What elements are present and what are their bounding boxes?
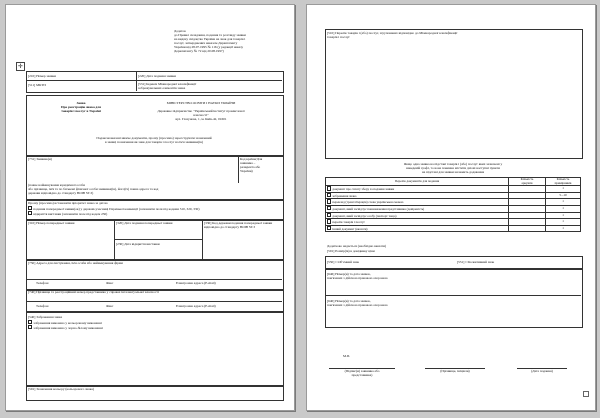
field-510-label: [510] Перелік товарів і (або) послуг, згрупованих відповідно до Міжнародної класифікації товарів і послуг bbox=[327, 31, 458, 39]
sheet-count[interactable] bbox=[509, 186, 546, 193]
column-header-copies: Кількість примірників bbox=[546, 178, 581, 186]
sheet-count[interactable] bbox=[509, 225, 546, 232]
additional-docs-note: Додатково надається (необхідно вказати) bbox=[327, 244, 387, 248]
email-label: Електронна адреса (E-mail) bbox=[176, 304, 216, 308]
field-511-label: [511] МКТП bbox=[28, 83, 46, 87]
field-531-label: [531] Індекси Міжнародної класифікації зображувальних елементів знака bbox=[138, 82, 197, 90]
document-page-2 bbox=[306, 4, 596, 411]
document-row bbox=[326, 225, 581, 232]
checkbox-icon[interactable] bbox=[28, 211, 32, 215]
date-caption: (Дата подання) bbox=[531, 369, 553, 373]
fax-label: Факс bbox=[106, 281, 114, 285]
seal-label: М.П. bbox=[343, 354, 351, 358]
sheet-count[interactable] bbox=[509, 199, 546, 206]
submit-statement: Подаючи вказані нижче документи, прошу (просимо) зареєструвати зазначений в заявці позначення як знак для товарів і послуг на ім'я заявника(ів) bbox=[96, 136, 212, 144]
field-220-label: [220] Дата подання заявки bbox=[138, 74, 176, 78]
checkbox-icon[interactable] bbox=[327, 206, 331, 210]
document-label[interactable]: документ, який засвідчує повноваження представника (довіреність) bbox=[326, 205, 509, 212]
priority-option-convention[interactable]: подання попередньої заявки(ок) у державі-учасниці Паризької конвенції (заповнити поля під кодами 310, 320, 330) bbox=[28, 206, 200, 211]
copy-count[interactable]: 1 bbox=[546, 225, 581, 232]
field-310-label: [310] Номер попередньої заявки bbox=[28, 221, 75, 225]
field-646-label: [646] Номер(и) та дата заявок, пов'язаних з дійсною правовою охороною bbox=[327, 272, 388, 280]
field-210-label: [210] Номер заявки bbox=[28, 74, 56, 78]
document-label[interactable]: документ про сплату збору за подання заявки bbox=[326, 186, 509, 193]
copy-count[interactable]: 1 bbox=[546, 186, 581, 193]
mark-color-option[interactable]: зображення виконано у кольоровому виконанні bbox=[28, 320, 102, 325]
priority-option-exhibition[interactable]: відкриття виставки (заповнити поле під кодом 230) bbox=[28, 211, 107, 216]
ministry-address: МІНІСТЕРСТВО ОСВІТИ І НАУКИ УКРАЇНИ Державне підприємство "Український інститут промислової власності" вул. Глазунова, 1, м. Київ-42, 01601 bbox=[157, 101, 245, 121]
country-code-label: Код країни/Для заявника – резидента або України) bbox=[240, 157, 263, 173]
checkbox-icon[interactable] bbox=[28, 325, 32, 329]
sheet-count[interactable] bbox=[509, 212, 546, 219]
field-540-label: [540] Зображення знака bbox=[28, 315, 63, 319]
document-label[interactable]: зображення знака bbox=[326, 192, 509, 199]
three-dimensional-mark-option[interactable]: [550] □ Об'ємний знак bbox=[327, 260, 360, 264]
checkbox-icon[interactable] bbox=[327, 193, 331, 197]
documents-intro: Якщо одна заявка на підставі товарів і (або) послуг яких зазначені у наведеній графі, то вона повинна містити ділові наступні пункти на підставі для заявки належить додавання bbox=[403, 162, 503, 174]
field-330-label: [330] Код держави подання попередньої заявки відповідно до стандарту ВОІВ ST.3 bbox=[204, 221, 273, 229]
checkbox-icon[interactable] bbox=[327, 186, 331, 190]
field-640-label: [640] Номер(и) та дата заявок, пов'язаних з дійсною правовою охороною bbox=[327, 299, 388, 307]
application-title: Заява Про реєстрацію знака для товарів і послуг в Україні bbox=[61, 101, 101, 113]
document-label[interactable]: документ, який засвідчує особу (паспорт тощо) bbox=[326, 212, 509, 219]
column-header-documents: Перелік документів для подання bbox=[326, 178, 509, 186]
collective-mark-option[interactable]: [551] □ Колективний знак bbox=[457, 260, 495, 264]
sheet-count[interactable] bbox=[509, 205, 546, 212]
signature-caption: (Підпис(и) заявника або представника) bbox=[344, 369, 380, 377]
document-row bbox=[326, 219, 581, 226]
checkbox-icon[interactable] bbox=[28, 320, 32, 324]
copy-count[interactable]: 1 bbox=[546, 199, 581, 206]
annex-note: Додаток до Правил складання, подання та розгляду заявки на видачу свідоцтва України на знак для товарів і послуг, затверджених наказом Держпатенту України від 28.07.1995 № 116 (у редакції наказу Держпатенту № 72 від 20.08.1997) bbox=[174, 29, 246, 53]
column-header-sheets: Кількість аркушів bbox=[509, 178, 546, 186]
phone-label: Телефон bbox=[36, 281, 49, 285]
sheet-count[interactable] bbox=[509, 192, 546, 199]
goods-services-section bbox=[325, 29, 583, 159]
document-row bbox=[326, 212, 581, 219]
mark-bw-option[interactable]: зображення виконано у чорно-білому виконанні bbox=[28, 325, 103, 330]
document-page-1 bbox=[5, 4, 295, 411]
field-740-label: [740] Прізвище та реєстраційний номер представника у справах інтелектуальної власності bbox=[28, 290, 159, 294]
document-row bbox=[326, 205, 581, 212]
document-label[interactable]: перелік товарів і послуг bbox=[326, 219, 509, 226]
fax-label: Факс bbox=[106, 304, 114, 308]
document-row bbox=[326, 199, 581, 206]
applicant-note: (повне найменування юридичної особи або прізвище, ім'я та по батькові фізичної особи заявника(ів), його(їх) повна адреса та код держави відповідно до стандарту ВОІВ ST.3) bbox=[28, 183, 159, 195]
priority-label: Прошу (просимо) встановити пріоритет знака за датою bbox=[28, 201, 108, 205]
document-row bbox=[326, 186, 581, 193]
checkbox-icon[interactable] bbox=[327, 226, 331, 230]
checkbox-icon[interactable] bbox=[327, 213, 331, 217]
copy-count[interactable]: 1 bbox=[546, 212, 581, 219]
name-caption: (Прізвище, ініціали) bbox=[440, 369, 470, 373]
document-row bbox=[326, 192, 581, 199]
field-731-label: [731] Заявник(и) bbox=[28, 157, 52, 161]
copy-count[interactable]: 5...10 bbox=[546, 192, 581, 199]
document-label[interactable]: переклад (транслітерація) слова українською мовою bbox=[326, 199, 509, 206]
checkbox-icon[interactable] bbox=[327, 219, 331, 223]
field-591-right-label: [591] Розмір(ів) в довіднику ціни bbox=[327, 249, 375, 253]
table-end-marker bbox=[583, 391, 589, 397]
table-move-handle-icon[interactable]: ✛ bbox=[17, 63, 24, 70]
copy-count[interactable]: 1 bbox=[546, 205, 581, 212]
documents-table bbox=[325, 177, 581, 232]
checkbox-icon[interactable] bbox=[327, 199, 331, 203]
checkbox-icon[interactable] bbox=[28, 206, 32, 210]
document-label[interactable]: інший документ (вказати) bbox=[326, 225, 509, 232]
phone-label: Телефон bbox=[36, 304, 49, 308]
sheet-count[interactable] bbox=[509, 219, 546, 226]
field-591-label: [591] Зазначення кольору (кольорового знака) bbox=[28, 387, 95, 391]
email-label: Електронна адреса (E-mail) bbox=[176, 281, 216, 285]
field-320-label: [320] Дата подання попередньої заявки bbox=[116, 221, 173, 225]
copy-count[interactable]: 1 bbox=[546, 219, 581, 226]
field-230-label: [230] Дата відкриття виставки bbox=[116, 242, 160, 246]
field-750-label: [750] Адреса для листування, ім'я особи або найменування фірми bbox=[28, 261, 123, 265]
scroll-gutter bbox=[0, 170, 1, 230]
